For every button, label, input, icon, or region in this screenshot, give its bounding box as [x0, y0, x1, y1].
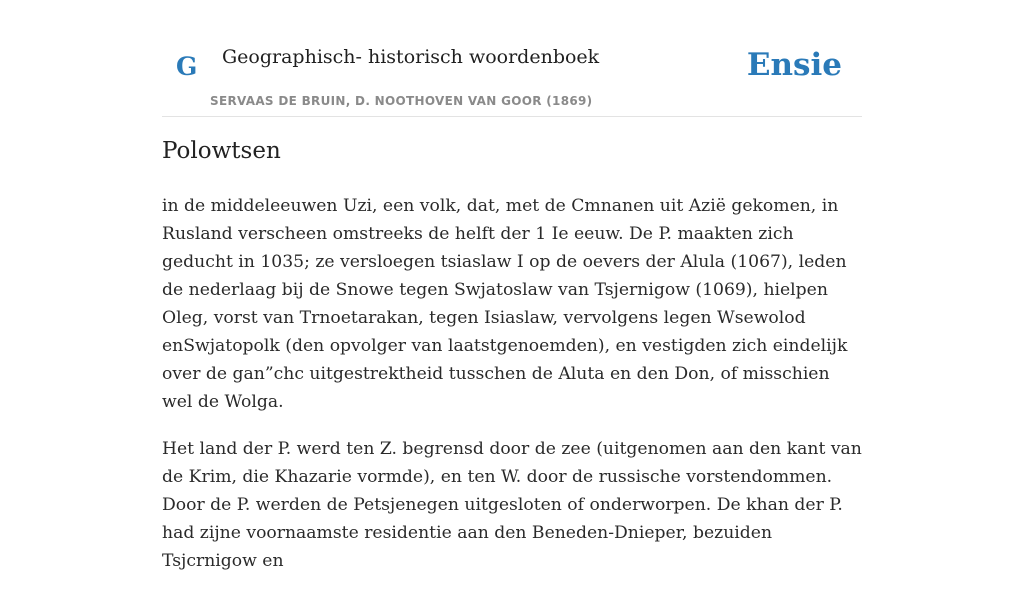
book-title-link[interactable]: Geographisch- historisch woordenboek — [222, 46, 600, 68]
book-authors: SERVAAS DE BRUIN, D. NOOTHOVEN VAN GOOR (1869) — [210, 94, 593, 108]
ensie-logo[interactable]: Ensie — [746, 47, 842, 83]
entry-body — [162, 192, 862, 594]
book-logo-icon[interactable]: G — [176, 52, 198, 81]
entry-paragraph: Het land der P. werd ten Z. begrensd door de zee (uitgenomen aan den kant van de Krim, die Khazarie vormde), en ten W. door de russische vorstendommen. Door de P. werden de Petsjenegen uitgesloten of onderworpen. De khan der P. had zijne voornaamste residentie aan den Beneden-Dnieper, bezuiden Tsjcrnigow en — [162, 439, 862, 571]
entry-title: Polowtsen — [162, 138, 281, 164]
site-header — [162, 0, 862, 117]
entry-paragraph: in de middeleeuwen Uzi, een volk, dat, met de Cmnanen uit Azië gekomen, in Rusland verscheen omstreeks de helft der 1 Ie eeuw. De P. maakten zich geducht in 1035; ze versloegen tsiaslaw I op de oevers der Alula (1067), leden de nederlaag bij de Snowe tegen Swjatoslaw van Tsjernigow (1069), hielpen Oleg, vorst van Trnoetarakan, tegen Isiaslaw, vervolgens legen Wsewolod enSwjatopolk (den opvolger van laatstgenoemden), en vestigden zich eindelijk over de gan”chc uitgestrektheid tusschen de Aluta en den Don, of misschien wel de Wolga. — [162, 196, 848, 412]
